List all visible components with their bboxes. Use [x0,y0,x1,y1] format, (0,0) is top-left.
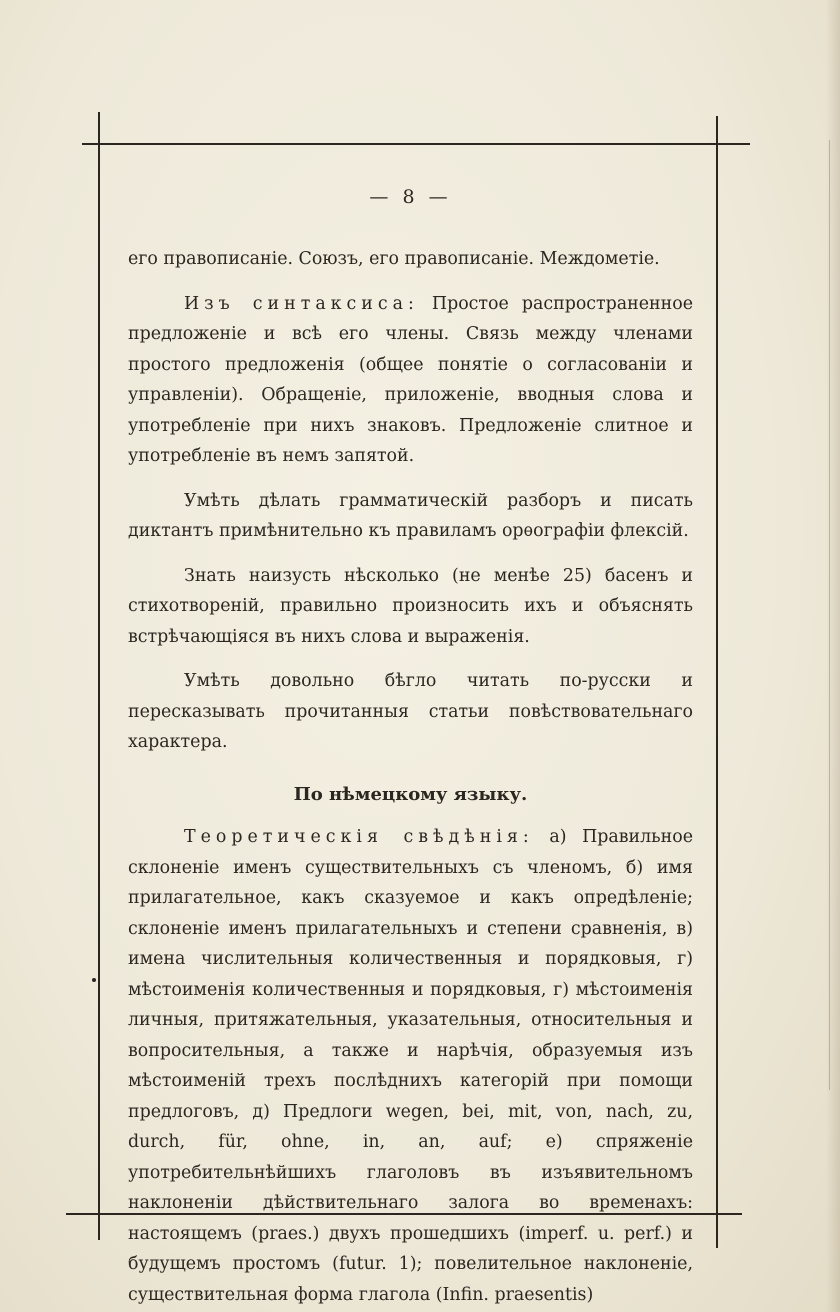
paragraph-memorization: Знать наизусть нѣсколько (не менѣе 25) басенъ и стихотвореній, правильно произносить ихъ и объяснять встрѣчающіяся въ нихъ слова и выраженія. [128,565,693,647]
page-fold-line [829,140,830,1090]
frame-rule-right [716,116,718,1248]
german-theory-lead: Теоретическія свѣдѣнія: [184,827,534,847]
german-theory-body: а) Правильное склоненіе именъ существительныхъ съ членомъ, б) имя прилагательное, какъ сказуемое и какъ опредѣленіе; склоненіе именъ прилагательныхъ и степени сравненія, в) имена числительныя количественныя и порядковыя, г) мѣстоименія количественныя и порядковыя, г) мѣстоименія личныя, притяжательныя, указательныя, относительныя и вопросительныя, а также и нарѣчія, образуемыя изъ мѣстоименій трехъ послѣднихъ категорій при помощи предлоговъ, д) Предлоги wegen, bei, mit, von, nach, zu, durch, für, ohne, in, an, auf; е) спряженіе употребительнѣйшихъ глаголовъ въ изъявительномъ наклоненіи дѣйствительнаго залога во временахъ: настоящемъ (praes.) двухъ прошедшихъ (imperf. u. perf.) и будущемъ простомъ (futur. 1); повелительное наклоненіе, существительная форма глагола (Infin. praesentis) [128,827,693,1305]
paragraph-german-theory [128,822,693,1310]
paragraph-syntax [128,289,693,472]
page-number: — 8 — [369,186,452,208]
frame-rule-left [98,112,100,1240]
paragraph-reading: Умѣть довольно бѣгло читать по-русски и пересказывать прочитанныя статьи повѣствовательнаго характера. [128,671,693,752]
syntax-body: Простое распространенное предложеніе и всѣ его члены. Связь между членами простого предложенія (общее понятіе о согласованіи и управленіи). Обращеніе, приложеніе, вводныя слова и употребленіе при нихъ знаковъ. Предложеніе слитное и употребленіе въ немъ запятой. [128,293,693,466]
syntax-lead: Изъ синтаксиса: [184,293,419,314]
frame-rule-top [82,143,750,145]
ink-speck [92,978,96,982]
paragraph-grammar-parsing: Умѣть дѣлать грамматическій разборъ и писать диктантъ примѣнительно къ правиламъ орѳографіи флексій. [128,490,693,541]
section-heading-german: По нѣмецкому языку. [293,783,528,805]
text-column [128,180,693,1310]
paragraph-morphology-end: его правописаніе. Союзъ, его правописаніе. Междометіе. [128,249,660,269]
